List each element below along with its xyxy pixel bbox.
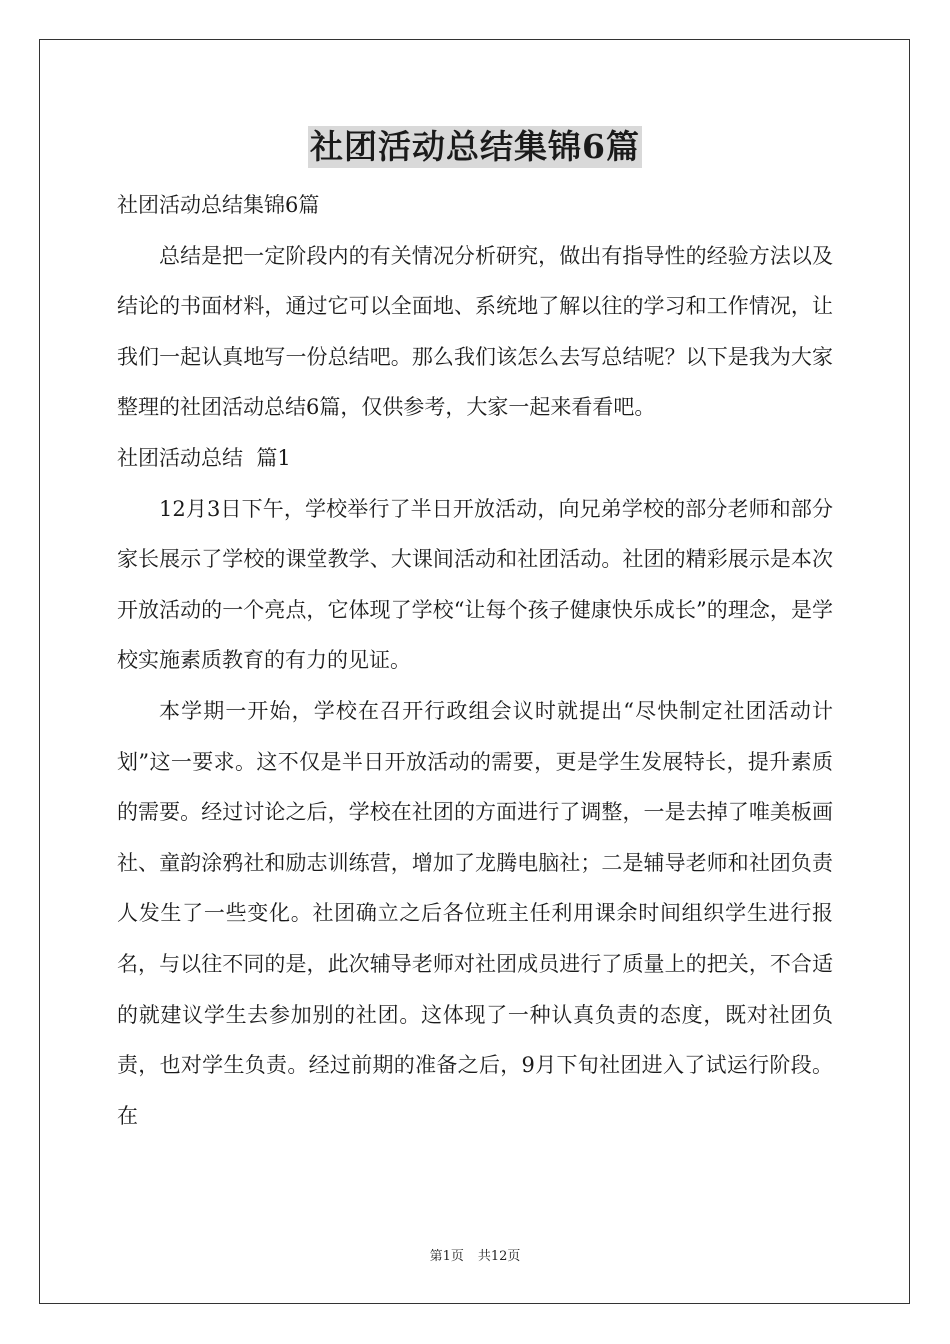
document-body — [117, 180, 833, 1141]
page-footer — [0, 1245, 950, 1264]
total-page-count: 共12页 — [477, 1249, 521, 1264]
document-title — [0, 126, 950, 168]
current-page-number: 第1页 — [429, 1249, 464, 1264]
body-paragraph-1: 12月3日下午，学校举行了半日开放活动，向兄弟学校的部分老师和部分家长展示了学校的课堂教学、大课间活动和社团活动。社团的精彩展示是本次开放活动的一个亮点，它体现了学校“让每个孩子健康快乐成长”的理念，是学校实施素质教育的有力的见证。 — [117, 496, 833, 673]
body-paragraph-2: 本学期一开始，学校在召开行政组会议时就提出“尽快制定社团活动计划”这一要求。这不仅是半日开放活动的需要，更是学生发展特长，提升素质的需要。经过讨论之后，学校在社团的方面进行了调整，一是去掉了唯美板画社、童韵涂鸦社和励志训练营，增加了龙腾电脑社；二是辅导老师和社团负责人发生了一些变化。社团确立之后各位班主任利用课余时间组织学生进行报名，与以往不同的是，此次辅导老师对社团成员进行了质量上的把关，不合适的就建议学生去参加别的社团。这体现了一种认真负责的态度，既对社团负责，也对学生负责。经过前期的准备之后，9月下旬社团进入了试运行阶段。在 — [117, 698, 833, 1128]
section-heading: 社团活动总结 篇1 — [117, 445, 291, 470]
document-subtitle: 社团活动总结集锦6篇 — [117, 193, 320, 217]
intro-paragraph: 总结是把一定阶段内的有关情况分析研究，做出有指导性的经验方法以及结论的书面材料，通过它可以全面地、系统地了解以往的学习和工作情况，让我们一起认真地写一份总结吧。那么我们该怎么去写总结呢？以下是我为大家整理的社团活动总结6篇，仅供参考，大家一起来看看吧。 — [117, 243, 833, 420]
document-title-text: 社团活动总结集锦6篇 — [310, 127, 640, 166]
